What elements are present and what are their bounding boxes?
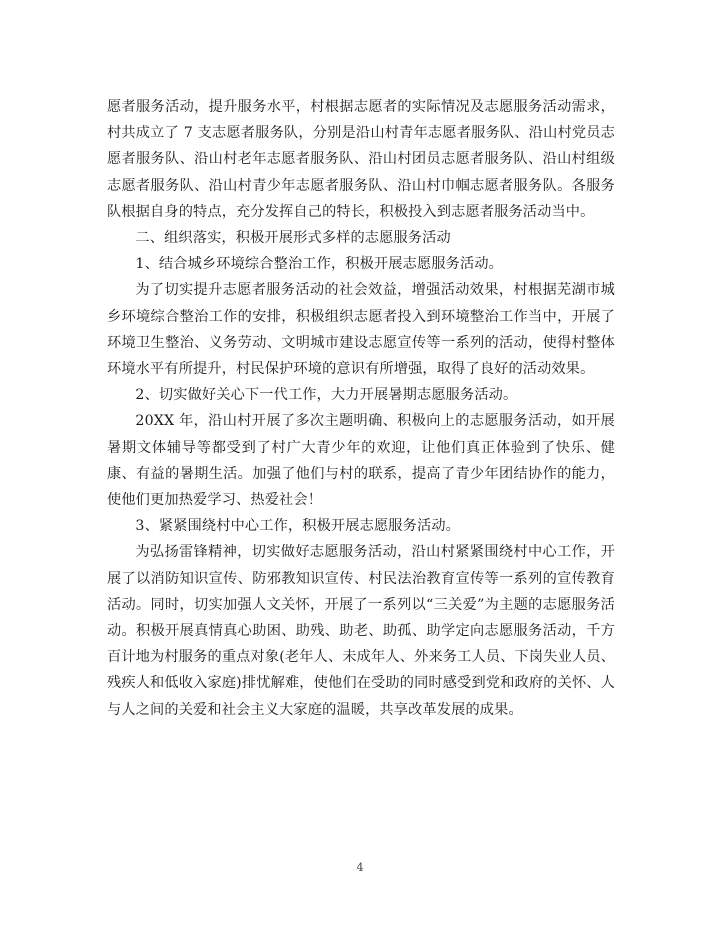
page-number: 4 — [356, 861, 364, 874]
paragraph-summer-activities: 20XX 年，沿山村开展了多次主题明确、积极向上的志愿服务活动，如开展暑期文体辅导等都受到了村广大青少年的欢迎，让他们真正体验到了快乐、健康、有益的暑期生活。加强了他们与村的联系，提高了青少年团结协作的能力，使他们更加热爱学习、热爱社会！ — [107, 413, 615, 509]
subheading-environment: 1、结合城乡环境综合整治工作，积极开展志愿服务活动。 — [135, 256, 504, 273]
document-body — [107, 94, 615, 723]
section-heading-organization: 二、组织落实，积极开展形式多样的志愿服务活动 — [135, 230, 451, 247]
paragraph-publicity-care: 为弘扬雷锋精神，切实做好志愿服务活动，沿山村紧紧围绕村中心工作，开展了以消防知识宣传、防邪教知识宣传、村民法治教育宣传等一系列的宣传教育活动。同时，切实加强人文关怀，开展了一系列以“三关爱”为主题的志愿服务活动。积极开展真情真心助困、助残、助老、助孤、助学定向志愿服务活动，千方百计地为村服务的重点对象(老年人、未成年人、外来务工人员、下岗失业人员、残疾人和低收入家庭)排忧解难，使他们在受助的同时感受到党和政府的关怀、人与人之间的关爱和社会主义大家庭的温暖，共享改革发展的成果。 — [107, 544, 615, 718]
subheading-village-center: 3、紧紧围绕村中心工作，积极开展志愿服务活动。 — [135, 518, 460, 535]
subheading-next-generation: 2、切实做好关心下一代工作，大力开展暑期志愿服务活动。 — [135, 387, 518, 404]
paragraph-environment: 为了切实提升志愿者服务活动的社会效益，增强活动效果，村根据芜湖市城乡环境综合整治工作的安排，积极组织志愿者投入到环境整治工作当中，开展了环境卫生整治、义务劳动、文明城市建设志愿宣传等一系列的活动，使得村整体环境水平有所提升，村民保护环境的意识有所增强，取得了良好的活动效果。 — [107, 282, 615, 378]
paragraph-volunteer-teams: 愿者服务活动，提升服务水平，村根据志愿者的实际情况及志愿服务活动需求，村共成立了 7 支志愿者服务队，分别是沿山村青年志愿者服务队、沿山村党员志愿者服务队、沿山村老年志愿者服务队、沿山村团员志愿者服务队、沿山村组级志愿者服务队、沿山村青少年志愿者服务队、沿山村巾帼志愿者服务队。各服务队根据自身的特点，充分发挥自己的特长，积极投入到志愿者服务活动当中。 — [107, 99, 615, 220]
